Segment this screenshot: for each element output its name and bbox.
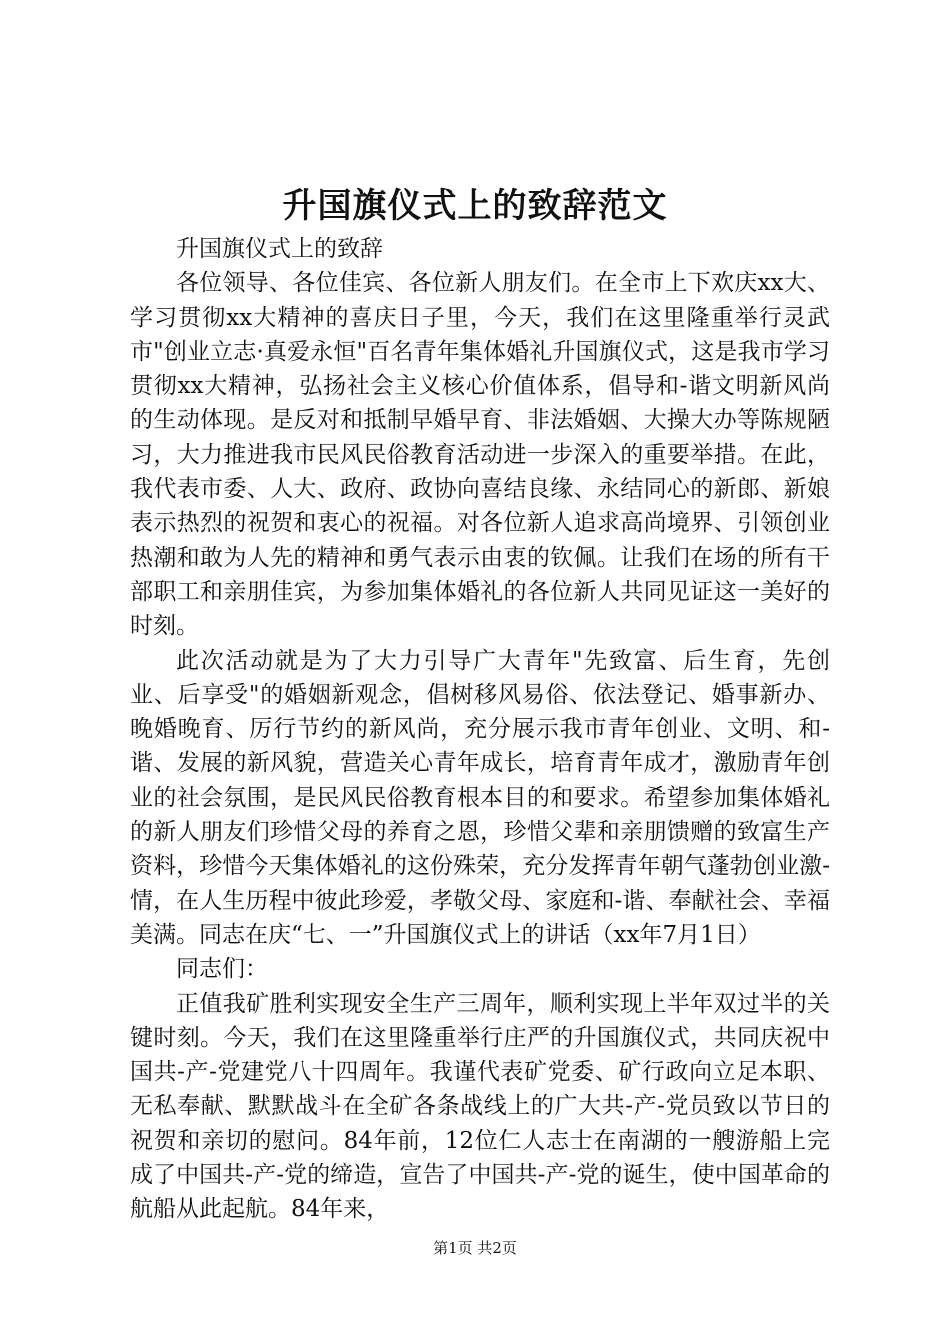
document-body <box>130 232 830 1227</box>
paragraph: 升国旗仪式上的致辞 <box>176 236 383 262</box>
page-footer: 第1页 共2页 <box>433 1239 517 1257</box>
paragraph: 同志们： <box>176 956 268 983</box>
document-title: 升国旗仪式上的致辞范文 <box>282 186 668 226</box>
paragraph: 各位领导、各位佳宾、各位新人朋友们。在全市上下欢庆xx大、学习贯彻xx大精神的喜庆日子里，今天，我们在这里隆重举行灵武市"创业立志·真爱永恒"百名青年集体婚礼升国旗仪式，这是我市学习贯彻xx大精神，弘扬社会主义核心价值体系，倡导和-谐文明新风尚的生动体现。是反对和抵制早婚早育、非法婚姻、大操大办等陈规陋习，大力推进我市民风民俗教育活动进一步深入的重要举措。在此，我代表市委、人大、政府、政协向喜结良缘、永结同心的新郎、新娘表示热烈的祝贺和衷心的祝福。对各位新人追求高尚境界、引领创业热潮和敢为人先的精神和勇气表示由衷的钦佩。让我们在场的所有干部职工和亲朋佳宾，为参加集体婚礼的各位新人共同见证这一美好的时刻。 <box>130 270 830 640</box>
paragraph: 正值我矿胜利实现安全生产三周年，顺利实现上半年双过半的关键时刻。今天，我们在这里隆重举行庄严的升国旗仪式，共同庆祝中国共-产-党建党八十四周年。我谨代表矿党委、矿行政向立足本职、无私奉献、默默战斗在全矿各条战线上的广大共-产-党员致以节日的祝贺和亲切的慰问。84年前，12位仁人志士在南湖的一艘游船上完成了中国共-产-党的缔造，宣告了中国共-产-党的诞生，使中国革命的航船从此起航。84年来， <box>130 990 830 1223</box>
paragraph: 此次活动就是为了大力引导广大青年"先致富、后生育，先创业、后享受"的婚姻新观念，倡树移风易俗、依法登记、婚事新办、晚婚晚育、厉行节约的新风尚，充分展示我市青年创业、文明、和-谐、发展的新风貌，营造关心青年成长，培育青年成才，激励青年创业的社会氛围，是民风民俗教育根本目的和要求。希望参加集体婚礼的新人朋友们珍惜父母的养育之恩，珍惜父辈和亲朋馈赠的致富生产资料，珍惜今天集体婚礼的这份殊荣，充分发挥青年朝气蓬勃创业激-情，在人生历程中彼此珍爱，孝敬父母、家庭和-谐、奉献社会、幸福美满。同志在庆“七、一”升国旗仪式上的讲话（xx年7月1日） <box>130 647 830 948</box>
